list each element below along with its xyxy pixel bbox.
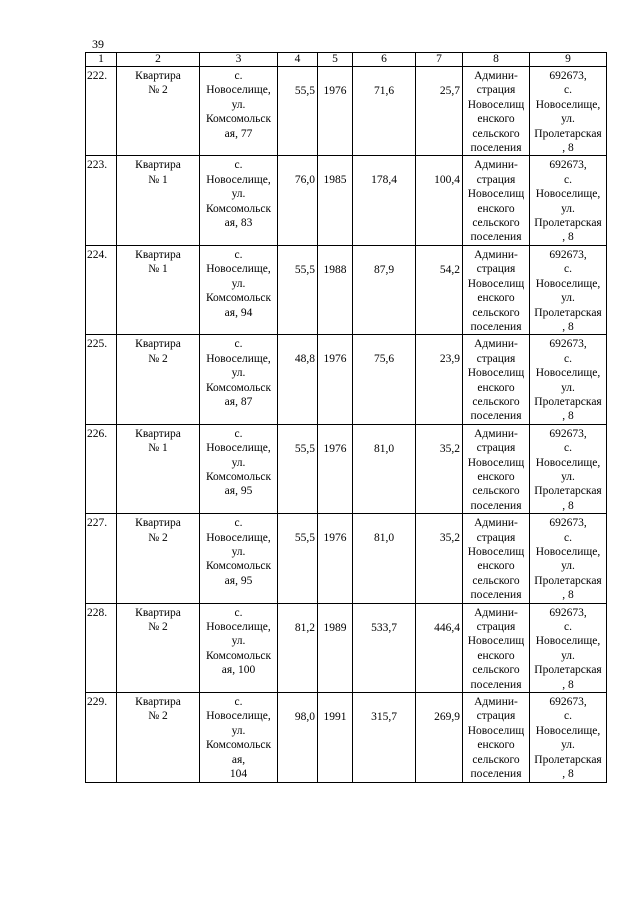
holder-cell — [463, 693, 530, 782]
residual-value-cell — [416, 156, 463, 245]
area-value: 81,2 — [294, 621, 315, 634]
object-name: Квартира № 2 — [135, 70, 181, 97]
year-cell — [318, 156, 353, 245]
initial-value: 533,7 — [371, 621, 397, 634]
header-row — [86, 53, 607, 67]
area-cell — [278, 693, 318, 782]
residual-value: 446,4 — [434, 621, 460, 634]
holder-name: Админи- страция Новоселищ енского сельского поселения — [467, 696, 525, 781]
initial-value-cell — [353, 245, 416, 334]
row-number-cell — [86, 67, 117, 156]
holder-address: 692673, с. Новоселище, ул. Пролетарская , 8 — [534, 159, 602, 244]
area-value: 55,5 — [294, 85, 315, 97]
row-number-cell — [86, 693, 117, 782]
row-number: 227. — [87, 517, 108, 530]
holder-cell — [463, 424, 530, 513]
object-name: Квартира № 1 — [135, 248, 181, 276]
table-row — [86, 693, 607, 782]
year-cell — [318, 424, 353, 513]
column-header-3: 3 — [200, 53, 278, 67]
year-value: 1988 — [323, 263, 347, 276]
residual-value: 23,9 — [439, 353, 460, 366]
holder-name: Админи- страция Новоселищ енского сельского поселения — [467, 70, 525, 155]
residual-value: 54,2 — [439, 263, 460, 276]
object-cell — [117, 603, 200, 692]
column-header-7: 7 — [416, 53, 463, 67]
residual-value-cell — [416, 424, 463, 513]
row-number: 226. — [87, 427, 108, 440]
initial-value: 75,6 — [373, 353, 395, 366]
area-cell — [278, 67, 318, 156]
row-number-cell — [86, 245, 117, 334]
object-cell — [117, 424, 200, 513]
holder-address: 692673, с. Новоселище, ул. Пролетарская , 8 — [534, 517, 602, 602]
address-cell — [200, 245, 278, 334]
initial-value: 81,0 — [373, 532, 395, 545]
row-number: 225. — [87, 338, 108, 351]
page-number: 39 — [92, 37, 104, 51]
year-value: 1976 — [323, 442, 347, 455]
holder-address: 692673, с. Новоселище, ул. Пролетарская , 8 — [534, 606, 602, 691]
column-header-5: 5 — [318, 53, 353, 67]
holder-name: Админи- страция Новоселищ енского сельского поселения — [467, 338, 525, 423]
row-number-cell — [86, 156, 117, 245]
year-cell — [318, 245, 353, 334]
initial-value: 81,0 — [373, 442, 395, 455]
holder-address-cell — [530, 245, 607, 334]
initial-value: 315,7 — [371, 711, 397, 724]
holder-cell — [463, 603, 530, 692]
holder-cell — [463, 335, 530, 424]
residual-value-cell — [416, 514, 463, 603]
object-address: с. Новоселище, ул. Комсомольск ая, 83 — [205, 159, 272, 230]
holder-address-cell — [530, 514, 607, 603]
object-name: Квартира № 2 — [135, 696, 181, 723]
initial-value-cell — [353, 603, 416, 692]
year-value: 1976 — [323, 353, 347, 366]
holder-address-cell — [530, 156, 607, 245]
holder-name: Админи- страция Новоселищ енского сельского поселения — [467, 248, 525, 333]
address-cell — [200, 603, 278, 692]
residual-value-cell — [416, 335, 463, 424]
object-cell — [117, 245, 200, 334]
row-number-cell — [86, 335, 117, 424]
holder-address: 692673, с. Новоселище, ул. Пролетарская , 8 — [534, 427, 602, 512]
initial-value: 87,9 — [373, 263, 395, 276]
object-name: Квартира № 1 — [135, 427, 181, 455]
object-cell — [117, 156, 200, 245]
table-row — [86, 245, 607, 334]
table-row — [86, 335, 607, 424]
residual-value: 35,2 — [439, 532, 460, 545]
holder-cell — [463, 156, 530, 245]
holder-address-cell — [530, 67, 607, 156]
holder-name: Админи- страция Новоселищ енского сельского поселения — [467, 606, 525, 691]
initial-value-cell — [353, 514, 416, 603]
initial-value-cell — [353, 693, 416, 782]
holder-address-cell — [530, 424, 607, 513]
residual-value-cell — [416, 245, 463, 334]
row-number-cell — [86, 424, 117, 513]
initial-value-cell — [353, 335, 416, 424]
object-address: с. Новоселище, ул. Комсомольск ая, 95 — [205, 427, 272, 498]
table-header — [86, 53, 607, 67]
row-number: 224. — [87, 248, 108, 261]
area-value: 55,5 — [294, 442, 315, 455]
area-cell — [278, 514, 318, 603]
year-cell — [318, 603, 353, 692]
table-row — [86, 156, 607, 245]
holder-cell — [463, 67, 530, 156]
residual-value-cell — [416, 67, 463, 156]
area-cell — [278, 603, 318, 692]
holder-name: Админи- страция Новоселищ енского сельского поселения — [467, 159, 525, 244]
row-number: 222. — [87, 70, 108, 82]
column-header-1: 1 — [86, 53, 117, 67]
object-address: с. Новоселище, ул. Комсомольск ая, 104 — [205, 696, 272, 781]
object-address: с. Новоселище, ул. Комсомольск ая, 87 — [205, 338, 272, 408]
table-body — [86, 67, 607, 783]
object-cell — [117, 335, 200, 424]
area-value: 55,5 — [294, 263, 315, 276]
area-value: 48,8 — [294, 353, 315, 366]
table-row — [86, 424, 607, 513]
year-value: 1989 — [323, 621, 347, 634]
residual-value: 100,4 — [434, 174, 460, 187]
holder-cell — [463, 514, 530, 603]
object-cell — [117, 514, 200, 603]
residual-value: 269,9 — [434, 711, 460, 724]
object-name: Квартира № 2 — [135, 517, 181, 544]
address-cell — [200, 67, 278, 156]
residual-value: 35,2 — [439, 442, 460, 455]
area-value: 55,5 — [294, 532, 315, 545]
row-number-cell — [86, 514, 117, 603]
year-cell — [318, 693, 353, 782]
table-row — [86, 514, 607, 603]
year-value: 1991 — [323, 711, 347, 724]
holder-address: 692673, с. Новоселище, ул. Пролетарская , 8 — [534, 248, 602, 333]
property-registry-table — [85, 52, 607, 783]
column-header-2: 2 — [117, 53, 200, 67]
column-header-4: 4 — [278, 53, 318, 67]
area-cell — [278, 156, 318, 245]
residual-value-cell — [416, 603, 463, 692]
column-header-8: 8 — [463, 53, 530, 67]
address-cell — [200, 335, 278, 424]
area-cell — [278, 335, 318, 424]
object-cell — [117, 693, 200, 782]
holder-address-cell — [530, 693, 607, 782]
area-value: 76,0 — [294, 174, 315, 187]
object-address: с. Новоселище, ул. Комсомольск ая, 100 — [205, 606, 272, 677]
area-value: 98,0 — [294, 711, 315, 724]
object-address: с. Новоселище, ул. Комсомольск ая, 95 — [205, 517, 272, 587]
row-number: 229. — [87, 696, 108, 709]
object-name: Квартира № 2 — [135, 606, 181, 634]
residual-value-cell — [416, 693, 463, 782]
year-cell — [318, 514, 353, 603]
year-value: 1976 — [323, 85, 347, 97]
holder-address-cell — [530, 603, 607, 692]
initial-value-cell — [353, 424, 416, 513]
initial-value-cell — [353, 67, 416, 156]
holder-name: Админи- страция Новоселищ енского сельского поселения — [467, 427, 525, 512]
table-row — [86, 603, 607, 692]
holder-name: Админи- страция Новоселищ енского сельского поселения — [467, 517, 525, 602]
address-cell — [200, 424, 278, 513]
initial-value: 178,4 — [371, 174, 397, 187]
area-cell — [278, 245, 318, 334]
residual-value: 25,7 — [439, 85, 460, 97]
area-cell — [278, 424, 318, 513]
year-cell — [318, 335, 353, 424]
holder-cell — [463, 245, 530, 334]
row-number: 228. — [87, 606, 108, 619]
holder-address: 692673, с. Новоселище, ул. Пролетарская , 8 — [534, 338, 602, 423]
holder-address: 692673, с. Новоселище, ул. Пролетарская , 8 — [534, 696, 602, 781]
row-number: 223. — [87, 159, 108, 172]
object-name: Квартира № 1 — [135, 159, 181, 186]
object-name: Квартира № 2 — [135, 338, 181, 365]
column-header-9: 9 — [530, 53, 607, 67]
object-address: с. Новоселище, ул. Комсомольск ая, 94 — [205, 248, 272, 319]
row-number-cell — [86, 603, 117, 692]
object-cell — [117, 67, 200, 156]
column-header-6: 6 — [353, 53, 416, 67]
initial-value-cell — [353, 156, 416, 245]
year-value: 1985 — [323, 174, 347, 187]
holder-address-cell — [530, 335, 607, 424]
address-cell — [200, 156, 278, 245]
holder-address: 692673, с. Новоселище, ул. Пролетарская , 8 — [534, 70, 602, 155]
object-address: с. Новоселище, ул. Комсомольск ая, 77 — [205, 70, 272, 140]
address-cell — [200, 693, 278, 782]
address-cell — [200, 514, 278, 603]
year-value: 1976 — [323, 532, 347, 545]
year-cell — [318, 67, 353, 156]
table-row — [86, 67, 607, 156]
initial-value: 71,6 — [373, 85, 395, 97]
